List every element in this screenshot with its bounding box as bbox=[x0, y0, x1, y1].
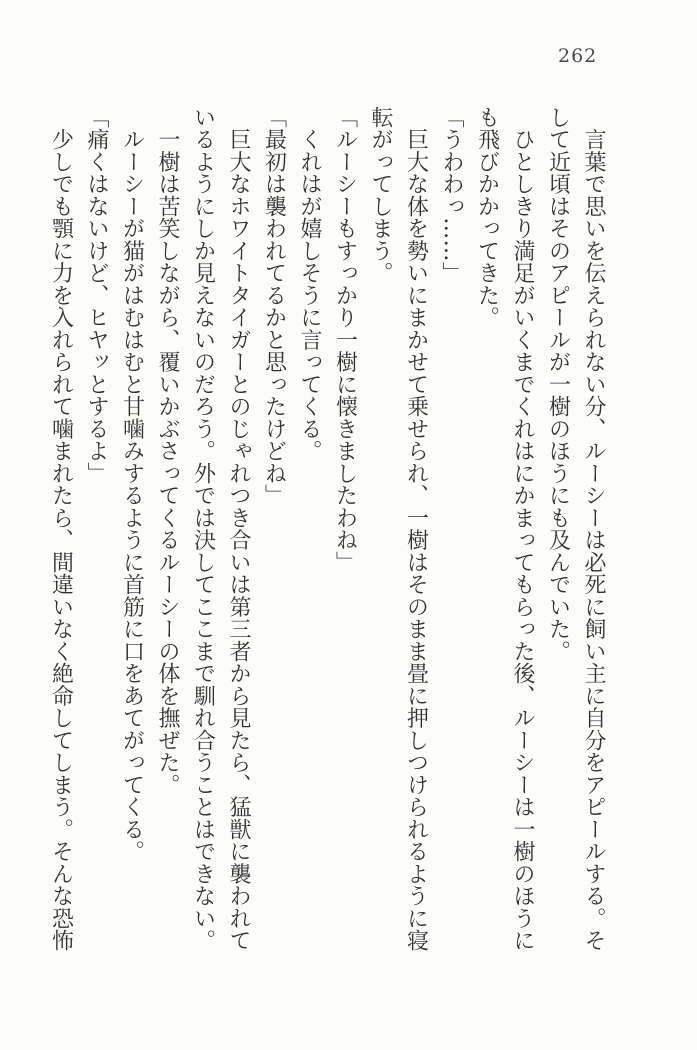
text-column-11: 巨大なホワイトタイガーとのじゃれつき合いは第三者から見たら、猛獣に襲われて bbox=[226, 106, 251, 952]
text-column-5: 「うわわっ……」 bbox=[439, 106, 464, 284]
text-column-8: 「ルーシーもすっかり一樹に懐きましたわね」 bbox=[332, 106, 358, 574]
text-column-15: 「痛くはないけど、ヒヤッとするよ」 bbox=[84, 106, 109, 485]
text-column-1: 言葉で思いを伝えられない分、ルーシーは必死に飼い主に自分をアピールする。そ bbox=[581, 106, 606, 952]
body-text bbox=[43, 106, 611, 954]
text-column-6: 巨大な体を勢いにまかせて乗せられ、一樹はそのまま畳に押しつけられるように寝 bbox=[403, 106, 429, 952]
text-column-13: 一樹は苦笑しながら、覆いかぶさってくるルーシーの体を撫ぜた。 bbox=[155, 106, 180, 796]
text-column-2: して近頃はそのアピールが一樹のほうにも及んでいた。 bbox=[545, 106, 571, 663]
text-column-12: いるようにしか見えないのだろう。外では決してここまで馴れ合うことはできない。 bbox=[190, 106, 216, 952]
text-column-9: くれはが嬉しそうに言ってくる。 bbox=[297, 106, 322, 462]
text-column-16: 少しでも顎に力を入れられて噛まれたら、間違いなく絶命してしまう。そんな恐怖 bbox=[48, 106, 74, 952]
text-column-7: 転がってしまう。 bbox=[368, 106, 393, 284]
page-number: 262 bbox=[558, 45, 598, 67]
text-column-3: ひとしきり満足がいくまでくれはにかまってもらった後、ルーシーは一樹のほうに bbox=[510, 106, 535, 952]
text-column-4: も飛びかかってきた。 bbox=[474, 106, 500, 329]
text-column-14: ルーシーが猫がはむはむと甘噛みするように首筋に口をあてがってくる。 bbox=[119, 106, 145, 863]
text-column-10: 「最初は襲われてるかと思ったけどね」 bbox=[261, 106, 287, 507]
